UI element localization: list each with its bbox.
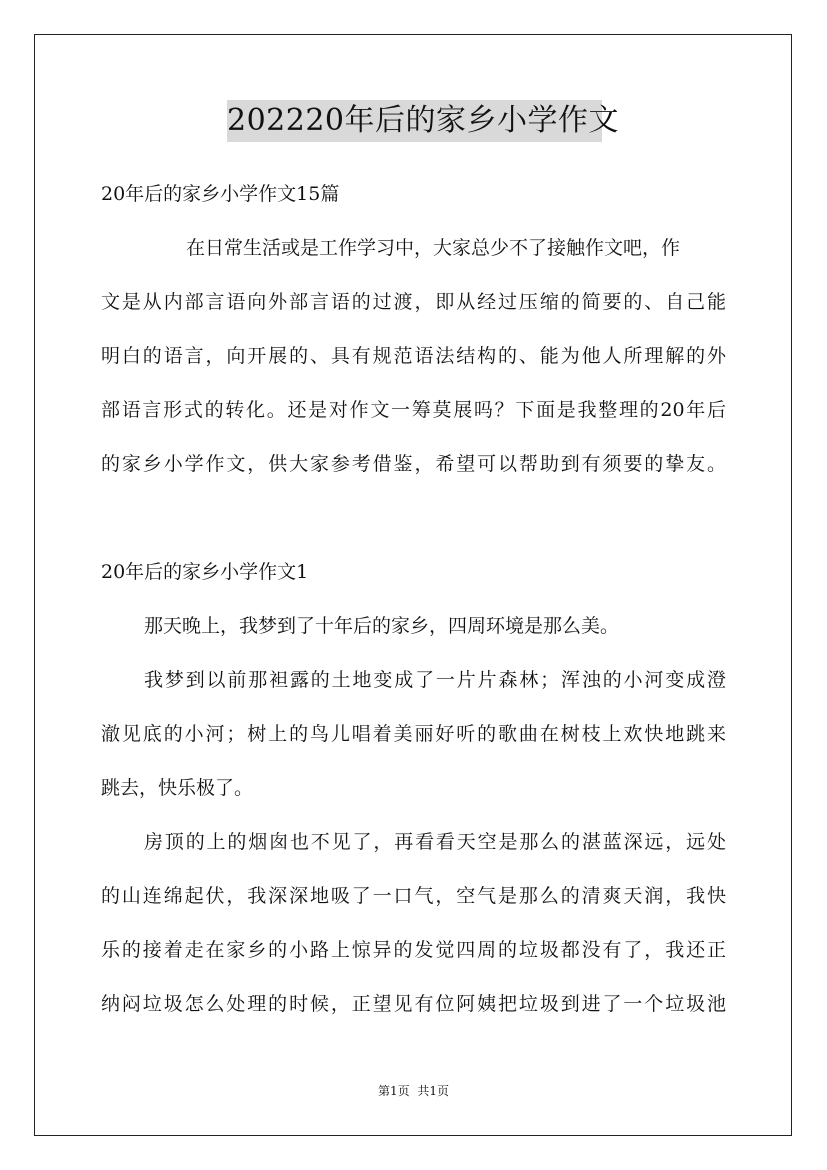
- intro-line: 在日常生活或是工作学习中，大家总少不了接触作文吧，作: [186, 237, 681, 259]
- body-line: 我梦到以前那袒露的土地变成了一片片森林；浑浊的小河变成澄: [144, 669, 726, 691]
- document-subtitle: 20年后的家乡小学作文15篇: [101, 183, 340, 205]
- body-line: 乐的接着走在家乡的小路上惊异的发觉四周的垃圾都没有了，我还正: [101, 939, 726, 961]
- page-footer: [0, 1082, 827, 1100]
- intro-line: 明白的语言，向开展的、具有规范语法结构的、能为他人所理解的外: [101, 345, 726, 367]
- page-number: 第1页: [377, 1084, 410, 1098]
- body-line: 那天晚上，我梦到了十年后的家乡，四周环境是那么美。: [144, 615, 620, 637]
- page-total: 共1页: [417, 1084, 450, 1098]
- body-line: 的山连绵起伏，我深深地吸了一口气，空气是那么的清爽天润，我快: [101, 885, 726, 907]
- document-title: 202220年后的家乡小学作文: [227, 100, 602, 142]
- intro-line: 文是从内部言语向外部言语的过渡，即从经过压缩的简要的、自己能: [101, 291, 726, 313]
- intro-line: 部语言形式的转化。还是对作文一筹莫展吗？下面是我整理的20年后: [101, 399, 726, 421]
- body-line: 纳闷垃圾怎么处理的时候，正望见有位阿姨把垃圾到进了一个垃圾池: [101, 993, 726, 1015]
- body-line: 跳去，快乐极了。: [101, 777, 254, 799]
- body-line: 澈见底的小河；树上的鸟儿唱着美丽好听的歌曲在树枝上欢快地跳来: [101, 723, 726, 745]
- section-heading: 20年后的家乡小学作文1: [101, 561, 309, 583]
- body-line: 房顶的上的烟囱也不见了，再看看天空是那么的湛蓝深远，远处: [144, 831, 726, 853]
- intro-line: 的家乡小学作文，供大家参考借鉴，希望可以帮助到有须要的挚友。: [101, 453, 726, 475]
